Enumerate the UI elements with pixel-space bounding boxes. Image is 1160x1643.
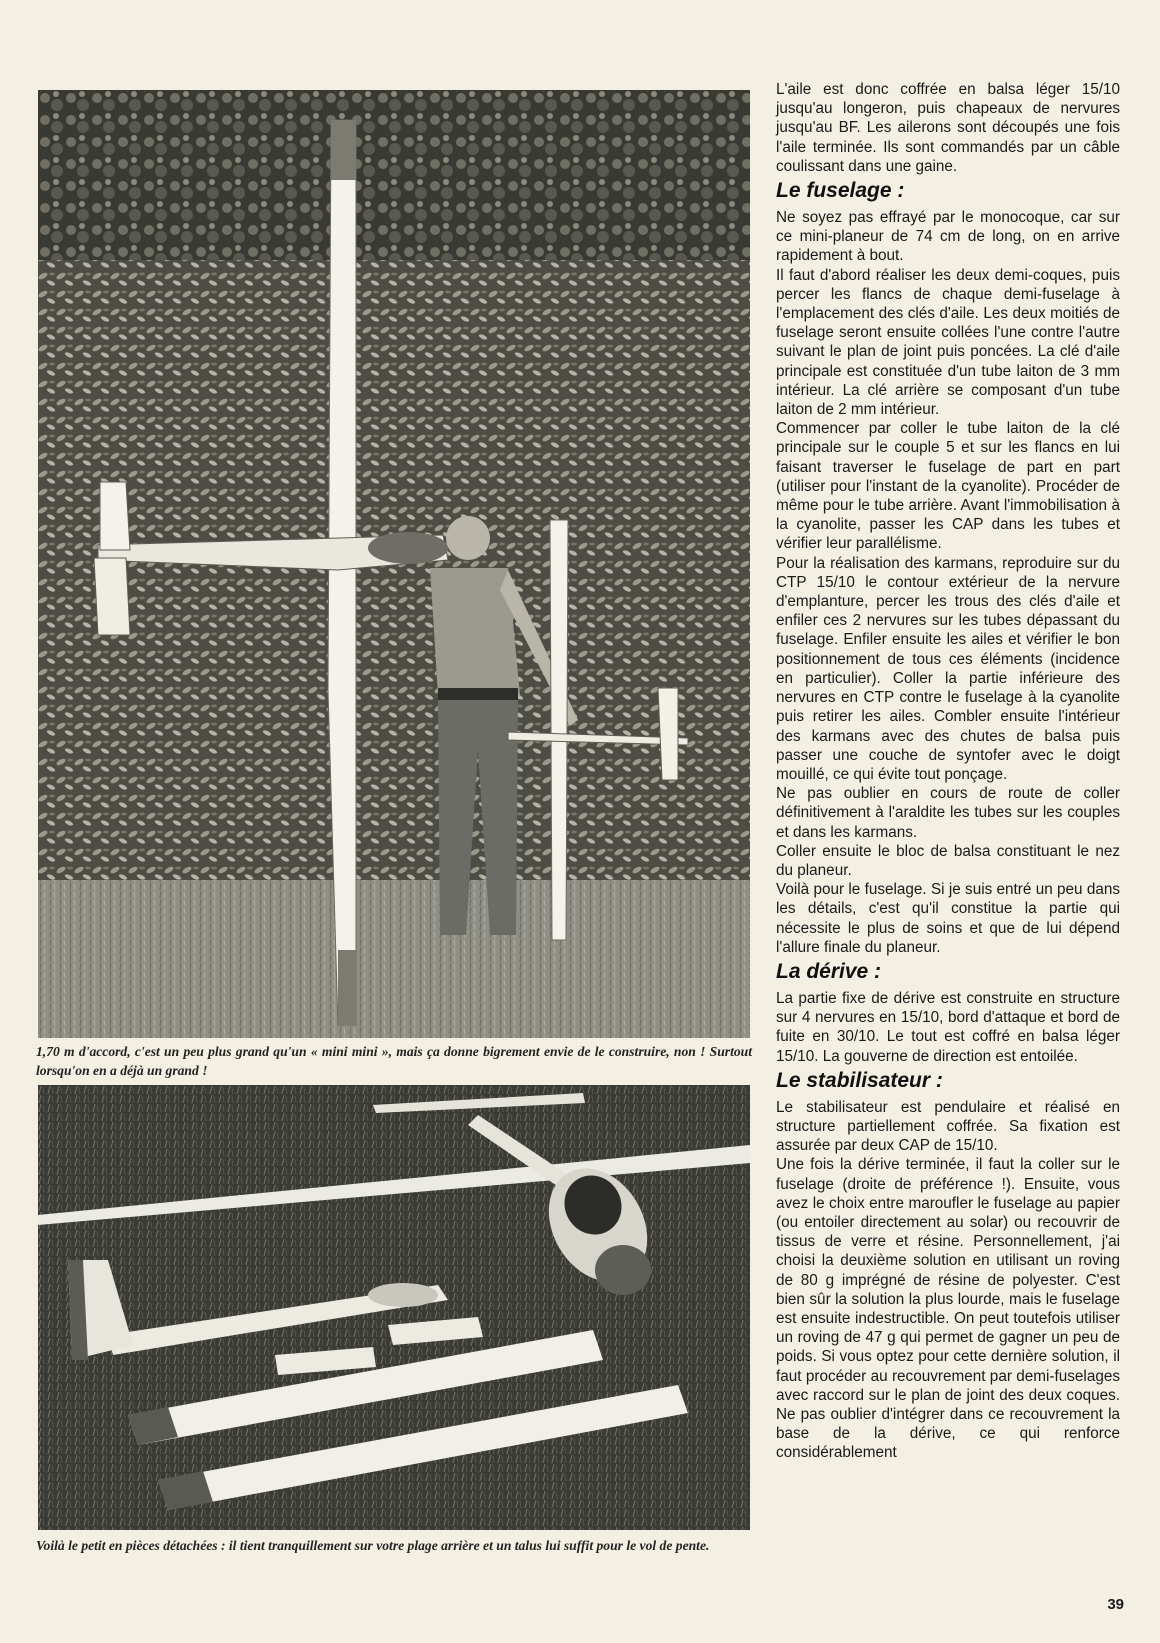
fuselage-paragraph-7: Voilà pour le fuselage. Si je suis entré un peu dans les détails, c'est qu'il constitue la partie qui nécessite le plus de soins et que de lui dépend l'allure finale du planeur. bbox=[776, 881, 1120, 956]
stabilisateur-paragraph-1: Le stabilisateur est pendulaire et réalisé en structure partiellement coffrée. Sa fixation est assurée par deux CAP de 15/10. bbox=[776, 1098, 1120, 1155]
photo-glider-parts-image bbox=[38, 1085, 750, 1530]
fuselage-paragraph-2: Il faut d'abord réaliser les deux demi-coques, puis percer les flancs de chaque demi-fuselage à l'emplacement des clés d'aile. Les deux moitiés de fuselage seront ensuite collées l'une contre l'autre suivant le plan de joint puis poncées. La clé d'aile principale est constituée d'un tube laiton de 3 mm intérieur. La clé arrière se composant d'un tube laiton de 2 mm intérieur. bbox=[776, 266, 1120, 419]
heading-fuselage: Le fuselage : bbox=[776, 179, 905, 203]
derive-paragraph-1: La partie fixe de dérive est construite en structure sur 4 nervures en 15/10, bord d'attaque et bord de fuite en 30/10. Le tout est coffré en balsa léger 15/10. La gouverne de direction est entoilée. bbox=[776, 989, 1120, 1065]
heading-stabilisateur: Le stabilisateur : bbox=[776, 1068, 943, 1092]
stabilisateur-paragraph-2: Une fois la dérive terminée, il faut la coller sur le fuselage (droite de préférence !). Ensuite, vous avez le choix entre maroufler le fuselage au papier (ou entoiler directement au solar) ou recouvrir de tissus de verre et résine. Personnellement, j'ai choisi la deuxième solution en utilisant un roving de 80 g imprégné de résine de polyester. C'est bien sûr la solution la plus lourde, mais le fuselage est ensuite indestructible. On peut toutefois utiliser un roving de 47 g qui permet de gagner un peu de poids. Si vous optez pour cette dernière solution, il faut procéder au recouvrement par demi-fuselages avec raccord sur le plan de joint des deux coques. Ne pas oublier d'intégrer dans ce recouvrement la base de la dérive, ce qui renforce considérablement bbox=[776, 1156, 1120, 1462]
fuselage-paragraph-1: Ne soyez pas effrayé par le monocoque, car sur ce mini-planeur de 74 cm de long, on en arrive rapidement à bout. bbox=[776, 209, 1120, 265]
photo-bottom-caption: Voilà le petit en pièces détachées : il tient tranquillement sur votre plage arrière et un talus lui suffit pour le vol de pente. bbox=[36, 1538, 710, 1553]
photo-glider-parts bbox=[38, 1085, 750, 1530]
intro-paragraph: L'aile est donc coffrée en balsa léger 15/10 jusqu'au longeron, puis chapeaux de nervures jusqu'au BF. Les ailerons sont découpés une fois l'aile terminée. Ils sont commandés par un câble coulissant dans une gaine. bbox=[776, 81, 1120, 175]
photo-gliders-with-man-image bbox=[38, 90, 750, 1038]
page-number: 39 bbox=[1107, 1596, 1124, 1613]
photo-gliders-with-man bbox=[38, 90, 750, 1038]
fuselage-paragraph-3: Commencer par coller le tube laiton de la clé principale sur le couple 5 et sur les flancs en lui faisant traverser le fuselage de part en part (utiliser pour l'instant de la cyanolite). Procéder de même pour le tube arrière. Avant l'immobilisation à la cyanolite, passer les CAP dans les tubes et vérifier leur parallélisme. bbox=[776, 420, 1120, 553]
fuselage-paragraph-6: Coller ensuite le bloc de balsa constituant le nez du planeur. bbox=[776, 842, 1120, 879]
article-column bbox=[776, 80, 1120, 1463]
photo-top-caption: 1,70 m d'accord, c'est un peu plus grand qu'un « mini mini », mais ça donne bigrement envie de le construire, non ! Surtout lorsqu'on en a déjà un grand ! bbox=[36, 1044, 752, 1078]
fuselage-paragraph-4: Pour la réalisation des karmans, reproduire sur du CTP 15/10 le contour extérieur de la nervure d'emplanture, percer les trous des clés d'aile et enfiler ces 2 nervures sur les tubes dépassant du fuselage. Enfiler ensuite les ailes et vérifier le bon positionnement de tous ces éléments (incidence en particulier). Coller la partie inférieure des nervures en CTP contre le fuselage à la cyanolite puis retirer les ailes. Combler ensuite l'intérieur des karmans avec des chutes de balsa puis passer une couche de syntofer avec le doigt mouillé, ce qui évite tout ponçage. bbox=[776, 554, 1120, 783]
heading-derive: La dérive : bbox=[776, 959, 882, 983]
fuselage-paragraph-5: Ne pas oublier en cours de route de coller définitivement à l'araldite les tubes sur les couples et dans les karmans. bbox=[776, 785, 1120, 841]
